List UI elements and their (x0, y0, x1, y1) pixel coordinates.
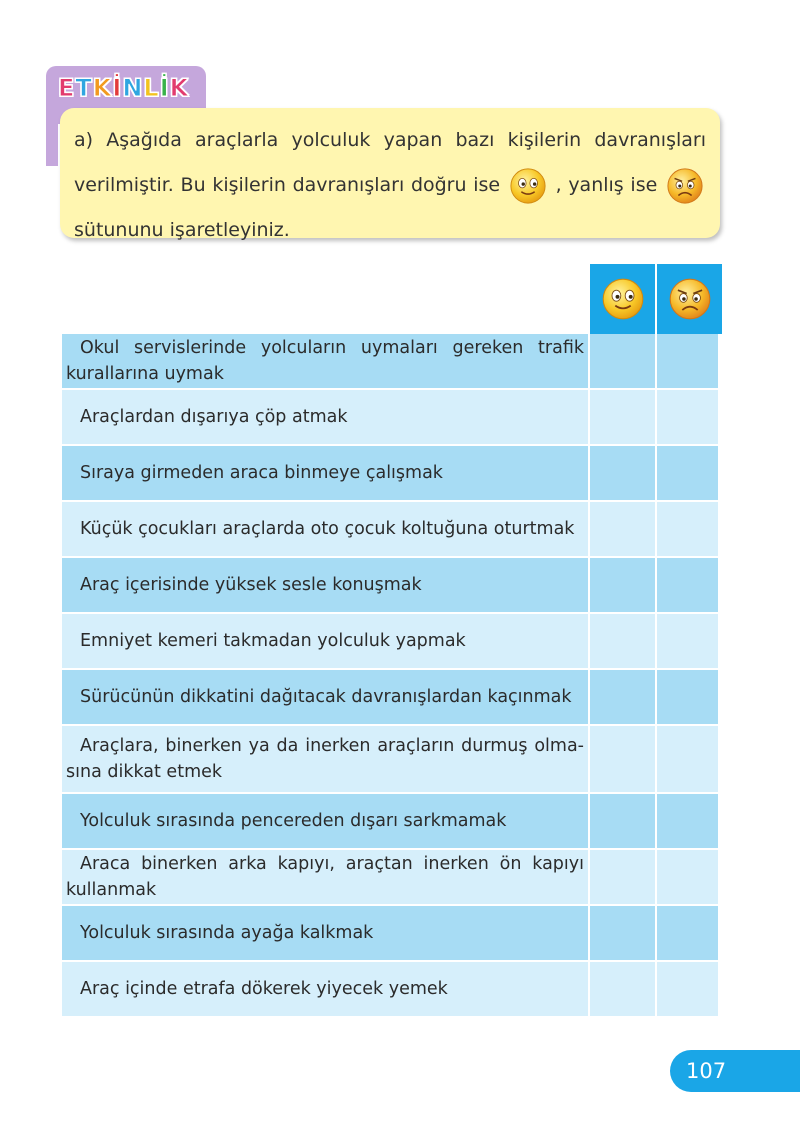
mark-happy-cell[interactable] (588, 446, 653, 500)
mark-happy-cell[interactable] (588, 558, 653, 612)
header-happy-cell (590, 264, 655, 334)
behavior-text: Sıraya girmeden araca binmeye çalışmak (80, 463, 443, 483)
activity-title-letter: İ (159, 74, 170, 102)
behavior-text: Araçlardan dışarıya çöp atmak (80, 407, 348, 427)
instruction-box (60, 108, 720, 241)
behavior-text-cell (62, 502, 588, 556)
behavior-text: Emniyet kemeri takmadan yolculuk yapmak (80, 631, 466, 651)
sad-face-icon (668, 277, 712, 321)
page-number: 107 (686, 1059, 727, 1083)
table-row (62, 614, 718, 670)
behavior-text: Sürücünün dikkatini dağıtacak davranışlardan kaçınmak (80, 687, 572, 707)
mark-happy-cell[interactable] (588, 962, 653, 1016)
mark-sad-cell[interactable] (655, 906, 720, 960)
mark-sad-cell[interactable] (655, 962, 720, 1016)
mark-happy-cell[interactable] (588, 850, 653, 904)
behavior-text-cell (62, 446, 588, 500)
mark-sad-cell[interactable] (655, 334, 720, 388)
table-row (62, 906, 718, 962)
behavior-text-cell (62, 670, 588, 724)
mark-happy-cell[interactable] (588, 670, 653, 724)
behavior-text-cell (62, 906, 588, 960)
mark-happy-cell[interactable] (588, 906, 653, 960)
mark-sad-cell[interactable] (655, 390, 720, 444)
instruction-part-2: , yanlış ise (555, 174, 658, 196)
header-sad-cell (657, 264, 722, 334)
activity-title-letter: T (75, 74, 93, 102)
instruction-part-3: sütununu işaretleyiniz. (74, 219, 290, 241)
table-header (62, 264, 718, 334)
mark-sad-cell[interactable] (655, 850, 720, 904)
behavior-text: Okul servislerinde yolcuların uymaları gereken trafik kurallarına uymak (66, 338, 584, 384)
activity-title-letter: E (58, 74, 76, 102)
instruction-text (74, 118, 706, 253)
mark-happy-cell[interactable] (588, 794, 653, 848)
activity-title-letter: K (92, 74, 113, 102)
activity-title-letter: K (169, 74, 190, 102)
table-row (62, 502, 718, 558)
table-row (62, 850, 718, 906)
instruction-part-1: a) Aşağıda araçlarla yolculuk yapan bazı kişilerin davranışları verilmiştir. Bu kişilerin davranışları doğru ise (74, 129, 706, 196)
table-row (62, 794, 718, 850)
behavior-text-cell (62, 794, 588, 848)
behavior-text: Araç içerisinde yüksek sesle konuşmak (80, 575, 422, 595)
table-row (62, 558, 718, 614)
mark-sad-cell[interactable] (655, 794, 720, 848)
behavior-table (62, 264, 718, 1018)
behavior-text-cell (62, 614, 588, 668)
mark-sad-cell[interactable] (655, 726, 720, 792)
page-number-badge (670, 1050, 800, 1092)
mark-happy-cell[interactable] (588, 334, 653, 388)
behavior-text-cell (62, 558, 588, 612)
behavior-text: Araca binerken arka kapıyı, araçtan inerken ön kapıyı kullanmak (66, 854, 584, 900)
behavior-text: Küçük çocukları araçlarda oto çocuk koltuğuna oturtmak (80, 519, 575, 539)
behavior-text-cell (62, 850, 588, 904)
table-row (62, 390, 718, 446)
table-body (62, 334, 718, 1018)
mark-happy-cell[interactable] (588, 614, 653, 668)
activity-title (58, 74, 189, 106)
mark-happy-cell[interactable] (588, 726, 653, 792)
table-row (62, 726, 718, 794)
sad-face-icon (666, 167, 704, 205)
behavior-text-cell (62, 390, 588, 444)
happy-face-icon (509, 167, 547, 205)
table-row (62, 446, 718, 502)
behavior-text: Araç içinde etrafa dökerek yiyecek yemek (80, 979, 448, 999)
mark-sad-cell[interactable] (655, 446, 720, 500)
mark-happy-cell[interactable] (588, 390, 653, 444)
table-row (62, 962, 718, 1018)
behavior-text-cell (62, 334, 588, 388)
mark-sad-cell[interactable] (655, 502, 720, 556)
mark-sad-cell[interactable] (655, 614, 720, 668)
mark-sad-cell[interactable] (655, 670, 720, 724)
behavior-text: Yolculuk sırasında pencereden dışarı sarkmamak (80, 811, 507, 831)
behavior-text-cell (62, 726, 588, 792)
table-row (62, 670, 718, 726)
activity-title-letter: L (143, 74, 160, 102)
behavior-text-cell (62, 962, 588, 1016)
mark-sad-cell[interactable] (655, 558, 720, 612)
behavior-text: Yolculuk sırasında ayağa kalkmak (80, 923, 374, 943)
activity-title-letter: İ (112, 74, 123, 102)
happy-face-icon (601, 277, 645, 321)
mark-happy-cell[interactable] (588, 502, 653, 556)
activity-title-letter: N (122, 74, 144, 102)
behavior-text: Araçlara, binerken ya da inerken araçların durmuş olma-sına dikkat etmek (66, 736, 584, 782)
table-row (62, 334, 718, 390)
